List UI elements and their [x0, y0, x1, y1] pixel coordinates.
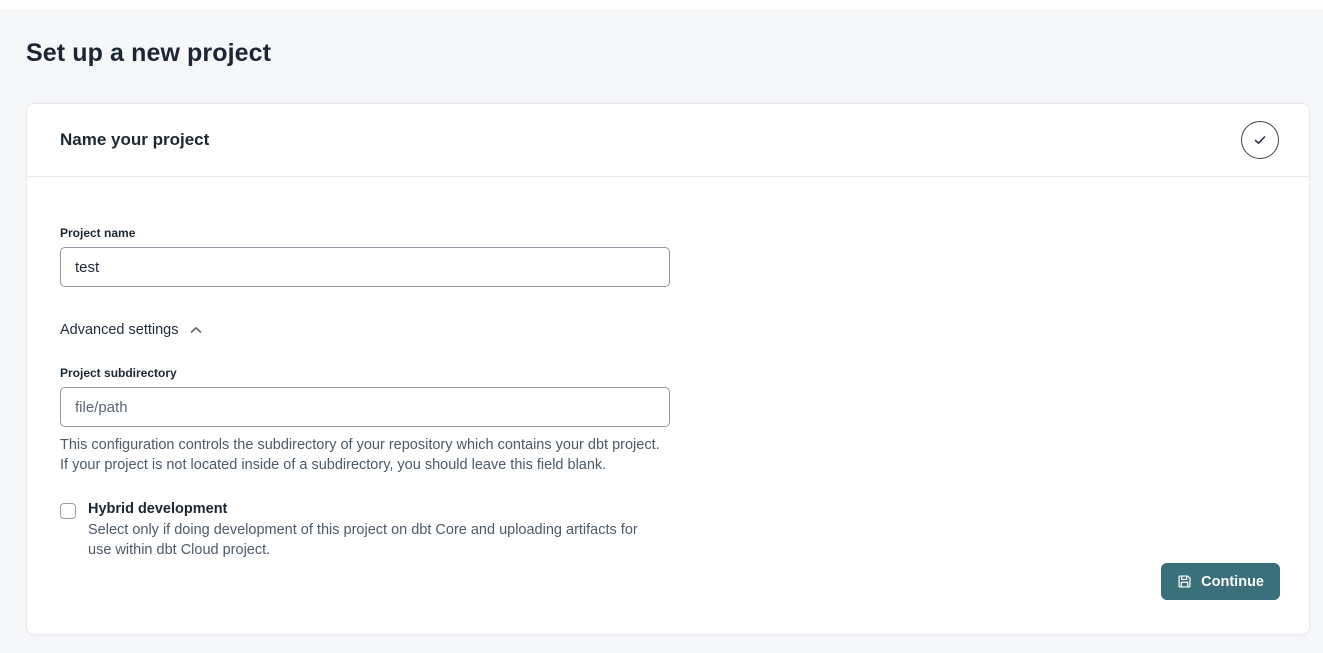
continue-button-label: Continue — [1201, 573, 1264, 590]
page-title: Set up a new project — [26, 39, 272, 67]
project-subdirectory-help: This configuration controls the subdirectory of your repository which contains your dbt project. If your project is not located inside of a subdirectory, you should leave this field blank. — [60, 437, 660, 473]
top-edge-strip — [0, 0, 1323, 9]
project-name-input[interactable] — [60, 247, 670, 287]
hybrid-development-text — [88, 501, 663, 560]
project-name-label: Project name — [60, 226, 136, 240]
card-header — [27, 104, 1309, 177]
hybrid-development-checkbox[interactable] — [60, 503, 76, 519]
advanced-settings-label: Advanced settings — [60, 322, 179, 338]
check-circle-icon[interactable] — [1241, 121, 1279, 159]
hybrid-development-description: Select only if doing development of this project on dbt Core and uploading artifacts for use within dbt Cloud project. — [88, 522, 638, 558]
name-project-card — [26, 103, 1310, 635]
project-subdirectory-label: Project subdirectory — [60, 366, 177, 380]
hybrid-development-label[interactable]: Hybrid development — [88, 501, 228, 517]
save-icon — [1177, 574, 1192, 589]
chevron-up-icon — [190, 326, 202, 334]
continue-button[interactable] — [1161, 563, 1280, 600]
project-subdirectory-input[interactable] — [60, 387, 670, 427]
card-header-title: Name your project — [60, 130, 210, 149]
card-body — [27, 177, 1309, 560]
hybrid-development-row — [60, 501, 1276, 560]
advanced-settings-toggle[interactable] — [60, 322, 202, 338]
